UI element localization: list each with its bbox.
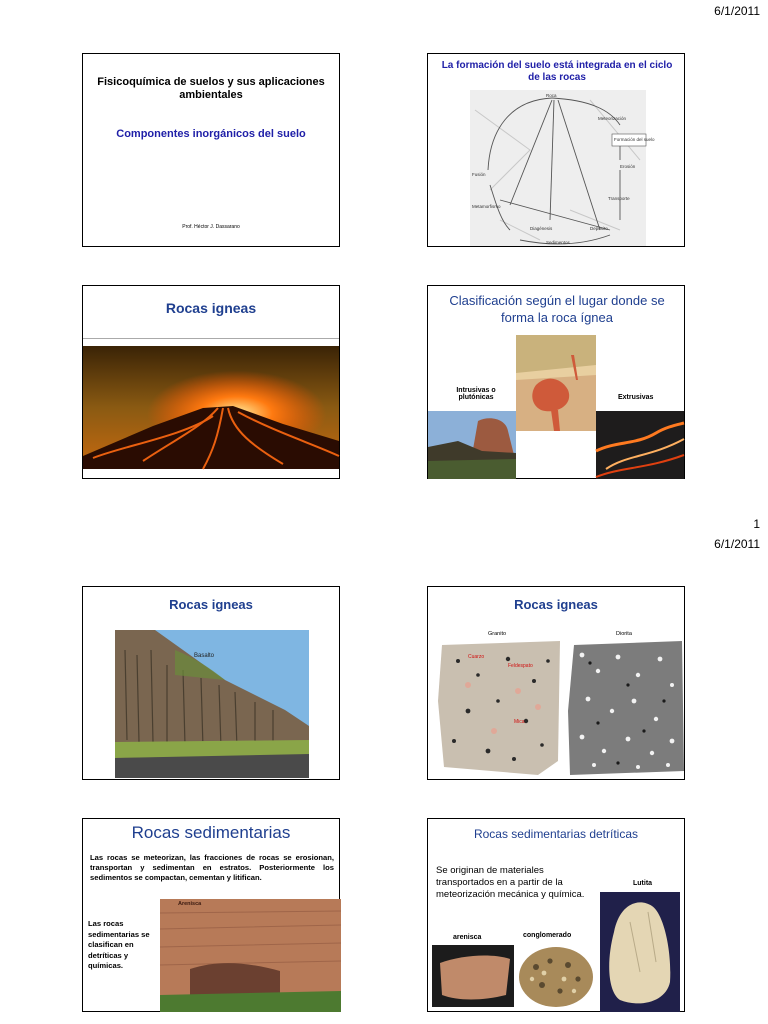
cycle-label-deposito: Depósito: [590, 226, 608, 231]
cycle-label-sedimentos: Sedimentos: [546, 240, 570, 245]
rock-cycle-diagram: [470, 90, 655, 246]
cycle-label-diagenesis: Diagénesis: [530, 226, 553, 231]
slide-rocas-igneas-volcano: [82, 285, 340, 479]
page-2-date: 6/1/2011: [714, 537, 760, 551]
granite-photo: [438, 641, 564, 775]
slide-text: Las rocas se meteorizan, las fracciones de rocas se erosionan, transportan y sedimentan en estratos. Posteriormente los sedimentos se compactan, cementan y litifican.: [90, 853, 334, 882]
sandstone-photo: [160, 899, 341, 1012]
slide-heading: Rocas igneas: [169, 597, 253, 612]
annotation-mica: Mica: [514, 719, 525, 725]
page-1-date: 6/1/2011: [714, 4, 760, 18]
label-lutita: Lutita: [633, 880, 653, 887]
slide-heading: Clasificación según el lugar donde se forma la roca ígnea: [449, 293, 665, 325]
diorite-photo: [568, 641, 684, 775]
divider: [83, 338, 339, 339]
label-arenisca: arenisca: [453, 934, 482, 941]
slide-rocas-sedimentarias: [82, 818, 340, 1012]
lutita-photo: [600, 892, 680, 1012]
slide-heading: Rocas igneas: [514, 597, 598, 612]
author: Prof. Héctor J. Dassarano: [182, 224, 240, 230]
cycle-label-suelo: Formación del suelo: [614, 137, 655, 142]
rock-cycle-svg: [470, 90, 655, 246]
label-conglomerado: conglomerado: [523, 932, 572, 939]
slide-side-text: Las rocas sedimentarias se clasifican en detríticas y químicas.: [88, 919, 150, 970]
cycle-label-transporte: Transporte: [608, 196, 630, 201]
label-extrusivas: Extrusivas: [618, 394, 654, 401]
page-1-number: 1: [753, 517, 760, 531]
slide-heading: Rocas igneas: [165, 300, 257, 316]
course-subtitle: Componentes inorgánicos del suelo: [116, 128, 306, 140]
label-diorita: Diorita: [616, 631, 632, 637]
label-arenisca-photo: Arenisca: [178, 901, 202, 907]
slide-heading: Rocas sedimentarias: [131, 823, 291, 842]
slide-detriticas: [427, 818, 685, 1012]
annotation-feldespato: Feldespato: [508, 663, 533, 669]
extrusive-lava-photo: [596, 411, 684, 479]
intrusive-rock-photo: [428, 411, 516, 479]
slide-clasificacion: [427, 285, 685, 479]
cycle-label-metamorfismo: Metamorfismo: [472, 204, 501, 209]
slide-basalto: [82, 586, 340, 780]
cycle-label-fusion: Fusión: [472, 172, 486, 177]
slide-heading: La formación del suelo está integrada en el ciclo de las rocas: [441, 60, 673, 83]
cycle-label-roca: Roca: [546, 93, 557, 98]
slide-granito-diorita: [427, 586, 685, 780]
course-title: Fisicoquímica de suelos y sus aplicaciones ambientales: [97, 76, 325, 101]
volcano-photo: [83, 346, 339, 469]
arenisca-photo: [432, 945, 514, 1007]
label-intrusivas: Intrusivas o plutónicas: [456, 387, 496, 401]
slide-heading: Rocas sedimentarias detríticas: [473, 827, 639, 841]
slide-title: [82, 53, 340, 247]
cycle-label-erosion: Erosión: [620, 164, 636, 169]
label-granito: Granito: [488, 631, 507, 637]
cycle-label-meteorizacion: Meteorización: [598, 116, 627, 121]
slide-rock-cycle: [427, 53, 685, 247]
annotation-cuarzo: Cuarzo: [468, 654, 485, 660]
intrusion-diagram: [516, 335, 596, 431]
label-basalto: Basalto: [194, 653, 215, 659]
conglomerado-photo: [516, 943, 596, 1009]
slide-text: Se originan de materiales transportados en a partir de la meteorización mecánica y química.: [436, 865, 585, 900]
